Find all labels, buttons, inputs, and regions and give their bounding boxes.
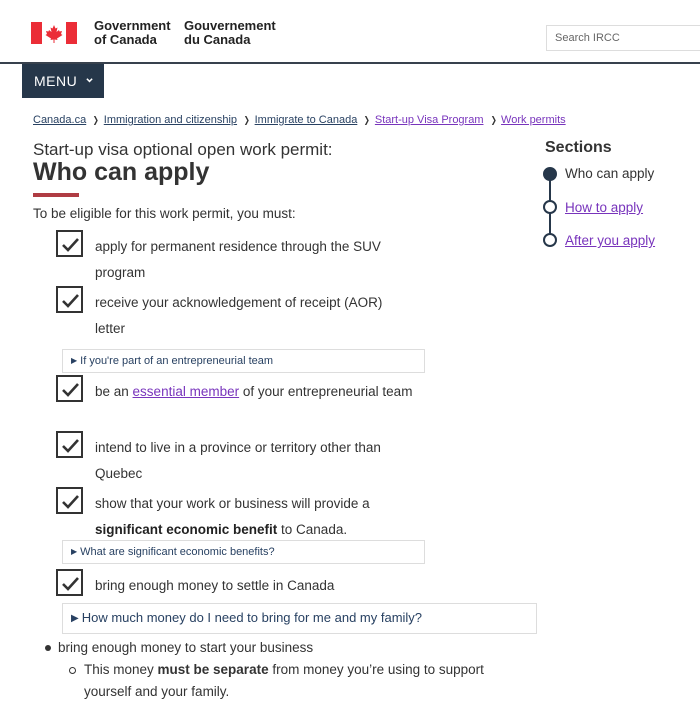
checkmark-icon: [61, 436, 80, 455]
breadcrumb-canada[interactable]: Canada.ca: [33, 114, 87, 126]
title-underline: [33, 193, 79, 197]
text-part: to Canada.: [277, 522, 348, 537]
bullet-icon: [45, 645, 51, 651]
breadcrumb-separator-icon: ❯: [490, 115, 497, 125]
triangle-right-icon: ▶: [71, 356, 78, 365]
step-current-icon: [543, 167, 557, 181]
checkbox[interactable]: [56, 487, 83, 514]
gouvernement-du-canada-signature[interactable]: [184, 19, 276, 47]
breadcrumb-work-permits[interactable]: Work permits: [501, 114, 566, 126]
menu-label: MENU: [34, 73, 78, 89]
step-who-can-apply: Who can apply: [565, 166, 655, 181]
bold-text: must be separate: [157, 662, 269, 677]
essential-member-link[interactable]: essential member: [132, 384, 240, 399]
step-icon: [543, 233, 557, 247]
site-header: [0, 0, 700, 64]
details-summary: How much money do I need to bring for me and my family?: [81, 610, 423, 625]
checklist-text: bring enough money to settle in Canada: [95, 578, 335, 593]
breadcrumb: [33, 114, 566, 126]
canada-flag-icon[interactable]: [31, 22, 77, 44]
text-part: This money: [84, 662, 158, 677]
page-subtitle: Start-up visa optional open work permit:: [33, 140, 333, 159]
checklist-text: [95, 491, 415, 543]
checkbox[interactable]: [56, 431, 83, 458]
text-part: show that your work or business will provide a: [95, 496, 370, 511]
details-summary: If you're part of an entrepreneurial team: [80, 355, 274, 367]
step-icon: [543, 200, 557, 214]
text-part: from money you’re using to support yourself and your family.: [84, 662, 484, 699]
details-entrepreneurial-team[interactable]: [62, 349, 425, 373]
text-part: be an: [95, 384, 133, 399]
checklist-text: [95, 379, 415, 405]
details-how-much-money[interactable]: [62, 603, 537, 634]
government-of-canada-signature[interactable]: [94, 19, 171, 47]
checkmark-icon: [61, 492, 80, 511]
details-economic-benefits[interactable]: [62, 540, 425, 564]
checklist-text: apply for permanent residence through the SUV program: [95, 239, 381, 280]
bullet-text: bring enough money to start your business: [58, 640, 314, 655]
breadcrumb-startup-visa[interactable]: Start-up Visa Program: [374, 114, 484, 126]
triangle-right-icon: ▶: [71, 613, 79, 624]
breadcrumb-immigration[interactable]: Immigration and citizenship: [103, 114, 238, 126]
checklist-text: receive your acknowledgement of receipt (AOR) letter: [95, 295, 383, 336]
checkbox[interactable]: [56, 375, 83, 402]
sections-title: Sections: [545, 139, 612, 156]
breadcrumb-separator-icon: ❯: [92, 115, 100, 125]
checklist-text: intend to live in a province or territory other than Quebec: [95, 440, 381, 481]
breadcrumb-separator-icon: ❯: [364, 115, 371, 125]
breadcrumb-immigrate[interactable]: Immigrate to Canada: [254, 114, 358, 126]
gov-en-line1: Government: [94, 18, 171, 33]
checkbox[interactable]: [56, 569, 83, 596]
menu-button[interactable]: [22, 64, 104, 98]
step-how-to-apply-link[interactable]: How to apply: [565, 200, 644, 215]
page-title: Who can apply: [33, 158, 210, 186]
checkmark-icon: [61, 380, 80, 399]
chevron-down-icon: [86, 77, 93, 84]
intro-text: To be eligible for this work permit, you must:: [33, 206, 296, 221]
triangle-right-icon: ▶: [71, 547, 78, 556]
checkmark-icon: [61, 291, 80, 310]
bold-text: significant economic benefit: [95, 522, 278, 537]
checkbox[interactable]: [56, 286, 83, 313]
circle-bullet-icon: [69, 667, 76, 674]
gov-fr-line2: du Canada: [184, 32, 251, 47]
checkmark-icon: [61, 574, 80, 593]
checkbox[interactable]: [56, 230, 83, 257]
sub-bullet-text: [84, 659, 514, 703]
search-input[interactable]: Search IRCC: [546, 25, 700, 51]
text-part: of your entrepreneurial team: [239, 384, 413, 399]
breadcrumb-separator-icon: ❯: [243, 115, 250, 125]
checkmark-icon: [61, 235, 80, 254]
gov-fr-line1: Gouvernement: [184, 18, 276, 33]
gov-en-line2: of Canada: [94, 32, 157, 47]
step-after-you-apply-link[interactable]: After you apply: [565, 233, 656, 248]
details-summary: What are significant economic benefits?: [80, 546, 275, 558]
